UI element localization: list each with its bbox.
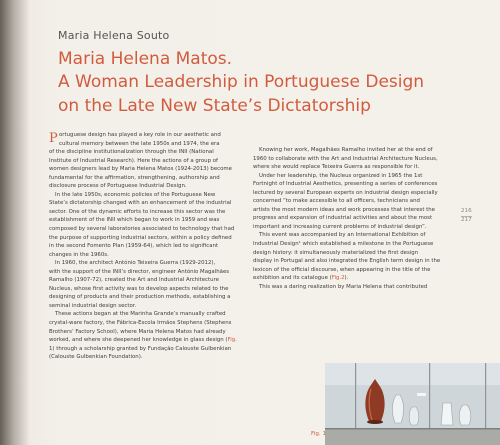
text-line xyxy=(253,231,441,240)
text-line-content: (Calouste Gulbenkian Foundation). xyxy=(49,354,143,361)
text-line-content: display in Portugal and also integrated the English term design in the xyxy=(253,258,441,265)
text-line xyxy=(49,174,237,183)
text-line xyxy=(253,240,441,249)
text-line-content: State’s dictatorship changed with an enhancement of the industrial xyxy=(49,200,232,207)
text-line-content: crystal-ware factory, the Fábrica-Escola Irmãos Stephens (Stephens xyxy=(49,320,232,327)
text-line xyxy=(253,266,441,275)
text-line xyxy=(253,283,441,292)
chapter-title-line-2: A Woman Leadership in Portuguese Design xyxy=(58,72,425,92)
text-line xyxy=(253,180,441,189)
text-line xyxy=(49,234,237,243)
text-line xyxy=(253,249,441,258)
text-line xyxy=(49,225,237,234)
text-line xyxy=(253,206,441,215)
text-line-content: Industrial Design¹ which established a milestone in the Portuguese xyxy=(253,241,434,248)
text-line-content: In 1960, the architect António Teixeira Guerra (1929-2012), xyxy=(55,260,216,267)
chapter-title-line-1: Maria Helena Matos. xyxy=(58,49,233,69)
text-line-content: important and increasing current problems of industrial design”. xyxy=(253,223,427,230)
text-line xyxy=(49,310,237,319)
text-line-content: establishment of the INII which began to work in 1959 and was xyxy=(49,217,220,224)
figure-reference-link[interactable]: Fig.2 xyxy=(331,275,345,282)
text-line-content: women designers lead by Maria Helena Matos (1924-2013) become xyxy=(49,166,232,173)
text-line xyxy=(49,268,237,277)
text-line-content: In the late 1950s, economic policies of the Portuguese New xyxy=(55,191,216,198)
text-line-content: Brothers’ Factory School), where Maria Helena Matos had already xyxy=(49,328,226,335)
text-line xyxy=(49,208,237,217)
drop-cap: P xyxy=(49,131,58,146)
text-line xyxy=(49,251,237,260)
text-line-content: progress and expansion of industrial activities and about the most xyxy=(253,215,433,222)
text-line-content: This was a daring realization by Maria Helena that contributed xyxy=(259,283,428,290)
text-line xyxy=(49,148,237,157)
author-name: Maria Helena Souto xyxy=(58,29,170,42)
text-line-content: ortuguese design has played a key role in our aesthetic and xyxy=(59,132,221,138)
text-line-content: Ramalho (1907-72), created the Art and Industrial Architecture xyxy=(49,277,219,284)
text-line xyxy=(49,276,237,285)
text-line-content: 1) through a scholarship granted by Fundação Calouste Gulbenkian xyxy=(49,345,232,352)
text-line xyxy=(253,257,441,266)
text-line-content: Nucleus, whose first activity was to develop aspects related to the xyxy=(49,285,229,292)
text-line xyxy=(49,182,237,191)
text-line-content: with the support of the INII’s director, engineer António Magalhães xyxy=(49,268,230,275)
text-line-content: fundamental for the affirmation, strengthening, authorship and xyxy=(49,174,220,181)
text-line-content: sector. One of the dynamic efforts to increase this sector was the xyxy=(49,208,226,215)
text-line xyxy=(49,302,237,311)
text-line-suffix: ). xyxy=(344,275,349,282)
text-line xyxy=(49,242,237,251)
text-line xyxy=(49,353,237,362)
text-line-content: cultural memory between the late 1950s and 1974, the era xyxy=(59,140,220,147)
figure-label: Fig. 1 xyxy=(311,431,327,437)
text-line xyxy=(49,345,237,354)
text-line-content: Institute of Industrial Research). Here the actions of a group of xyxy=(49,157,218,164)
page-numbers xyxy=(461,208,472,224)
text-line-content: seminal industrial design sector. xyxy=(49,302,137,309)
chapter-title-line-3: on the Late New State’s Dictatorship xyxy=(58,96,371,116)
text-line xyxy=(49,131,237,140)
text-line-content: lexicon of the official discourse, when appearing in the title of the xyxy=(253,266,431,273)
text-line xyxy=(253,274,441,283)
book-spine-shadow xyxy=(0,0,30,445)
text-line-content: Knowing her work, Magalhães Ramalho invited her at the end of xyxy=(259,147,433,153)
text-line-content: concerned “to make accessible to all officers, technicians and xyxy=(253,198,420,205)
text-line-content: lectured by several European experts on industrial design especially xyxy=(253,189,438,196)
text-line-content: design history: it simultaneously materialized the first design xyxy=(253,249,419,256)
text-line-content: Fortnight of Industrial Aesthetics, presenting a series of conferences xyxy=(253,181,438,188)
text-line xyxy=(49,165,237,174)
text-line xyxy=(253,172,441,181)
text-line xyxy=(49,199,237,208)
text-line xyxy=(253,155,441,164)
text-line-content: of the discipline institutionalization through the INII (National xyxy=(49,149,214,156)
glassware-photo xyxy=(325,363,500,445)
text-line xyxy=(49,328,237,337)
text-line xyxy=(49,140,237,149)
display-case-illustration xyxy=(325,363,500,445)
text-line-content: disclosure process of Portuguese Industrial Design. xyxy=(49,183,187,190)
page-number-right: 217 xyxy=(461,217,472,223)
text-line-content: artists the most modern ideas and work processes that interest the xyxy=(253,206,435,213)
text-line xyxy=(49,285,237,294)
text-line-content: in the second Fomento Plan (1959-64), which led to significant xyxy=(49,243,219,250)
text-line-content: Under her leadership, the Nucleus organized in 1965 the 1st xyxy=(259,172,423,179)
text-line-content: the purpose of supporting industrial sectors, within a policy defined xyxy=(49,234,232,241)
text-line-content: changes in the 1960s. xyxy=(49,251,109,258)
text-line-content: composed by several laboratories associated to technology that had xyxy=(49,226,235,233)
text-line-content: worked, and where she deepened her knowledge in glass design ( xyxy=(49,337,228,344)
text-line-content: These actions began at the Marinha Grande’s manually crafted xyxy=(55,311,226,318)
text-line xyxy=(49,259,237,268)
text-line xyxy=(253,189,441,198)
text-line xyxy=(253,214,441,223)
text-column-right xyxy=(253,146,441,291)
text-column-left xyxy=(49,131,237,362)
text-line-content: exhibition and its catalogue ( xyxy=(253,275,332,282)
text-line-content: designing of products and their production methods, establishing a xyxy=(49,294,231,301)
text-line-content: where she would replace Teixeira Guerra as responsible for it. xyxy=(253,164,420,171)
text-line xyxy=(253,197,441,206)
text-line xyxy=(49,191,237,200)
figure-reference-link[interactable]: Fig. xyxy=(227,337,237,344)
text-line-content: This event was accompanied by an International Exhibition of xyxy=(259,232,426,239)
text-line-content: 1960 to collaborate with the Art and Industrial Architecture Nucleus, xyxy=(253,155,438,162)
text-line xyxy=(253,146,441,155)
text-line xyxy=(49,336,237,345)
text-line xyxy=(49,216,237,225)
text-line xyxy=(49,157,237,166)
page-number-left: 216 xyxy=(461,208,472,217)
text-line xyxy=(49,293,237,302)
text-line xyxy=(49,319,237,328)
text-line xyxy=(253,163,441,172)
text-line xyxy=(253,223,441,232)
